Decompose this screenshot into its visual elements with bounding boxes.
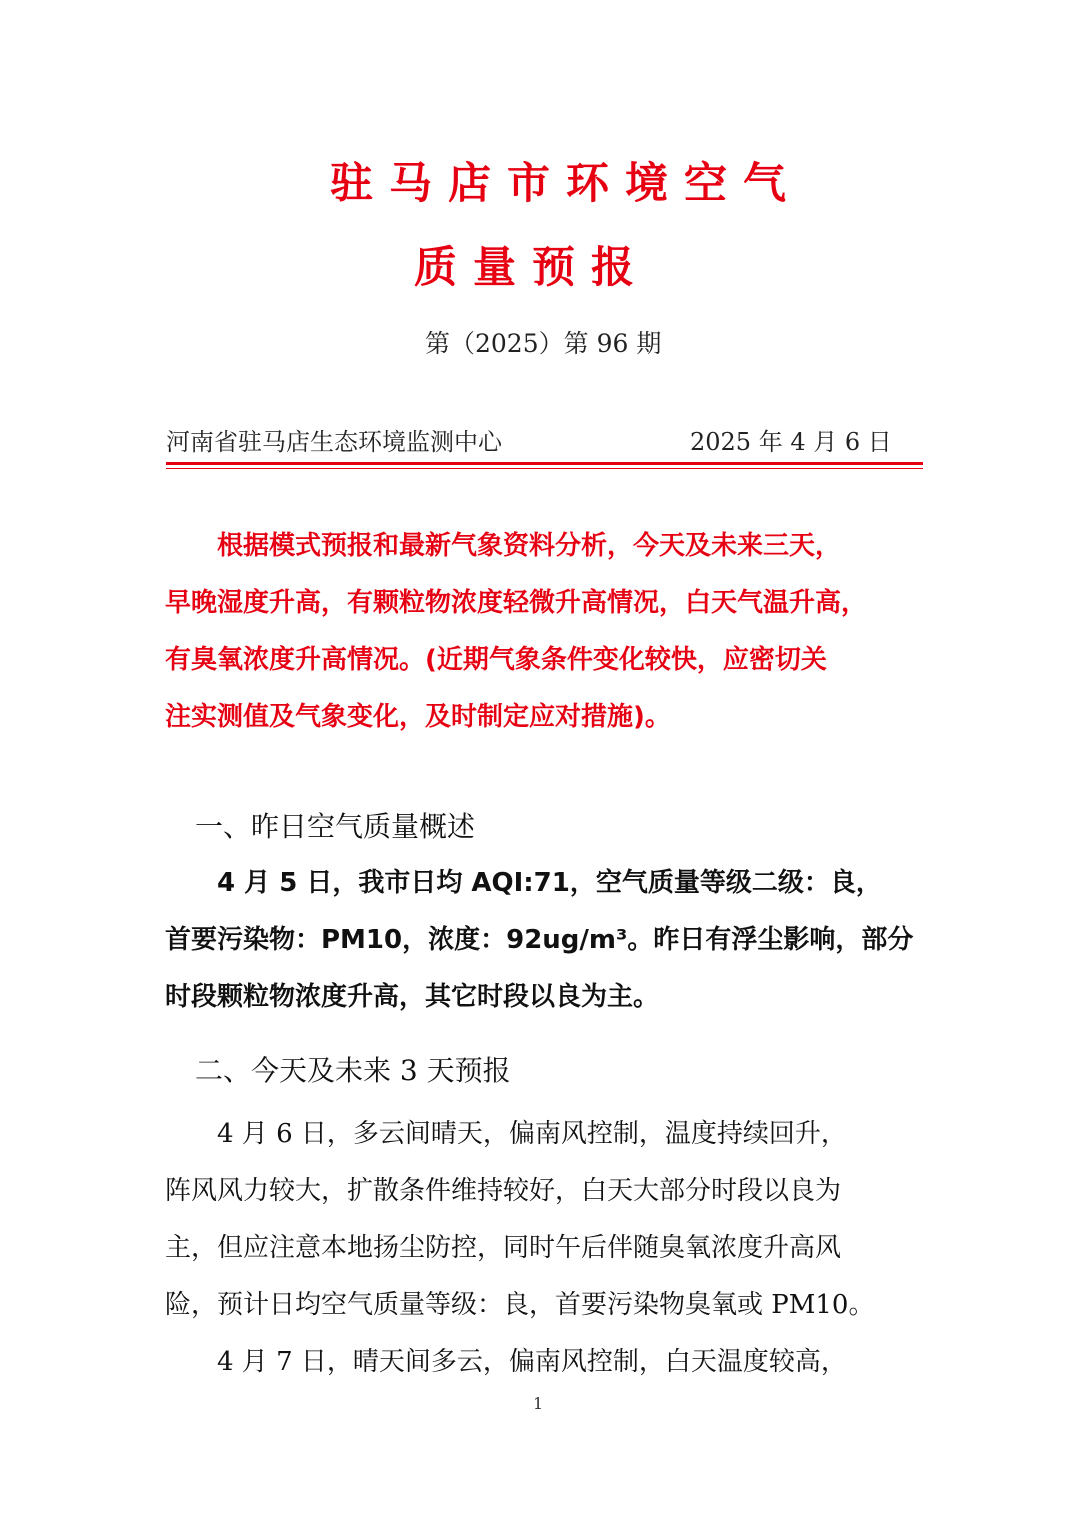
section-heading-forecast: 二、今天及未来 3 天预报 bbox=[195, 1054, 511, 1087]
issue-number: 第（2025）第 96 期 bbox=[425, 329, 662, 358]
paragraph-line: 4 月 7 日，晴天间多云，偏南风控制，白天温度较高， bbox=[165, 1347, 847, 1377]
forecast-summary bbox=[165, 518, 925, 746]
summary-line: 早晚湿度升高，有颗粒物浓度轻微升高情况，白天气温升高， bbox=[165, 588, 868, 618]
paragraph-line: 4 月 6 日，多云间晴天，偏南风控制，温度持续回升， bbox=[165, 1119, 847, 1149]
issue-date: 2025 年 4 月 6 日 bbox=[690, 428, 892, 456]
header-divider-thick bbox=[166, 462, 923, 465]
paragraph-line: 首要污染物：PM10，浓度：92ug/m³。昨日有浮尘影响，部分 bbox=[165, 925, 914, 955]
header-divider-thin bbox=[166, 468, 923, 469]
section-heading-yesterday: 一、昨日空气质量概述 bbox=[195, 810, 476, 843]
paragraph-line: 险，预计日均空气质量等级：良，首要污染物臭氧或 PM10。 bbox=[165, 1290, 875, 1320]
paragraph-line: 4 月 5 日，我市日均 AQI:71，空气质量等级二级：良， bbox=[165, 868, 882, 898]
summary-line: 注实测值及气象变化，及时制定应对措施)。 bbox=[165, 702, 671, 732]
paragraph-line: 阵风风力较大，扩散条件维持较好，白天大部分时段以良为 bbox=[165, 1176, 842, 1206]
paragraph-line: 时段颗粒物浓度升高，其它时段以良为主。 bbox=[165, 982, 660, 1012]
document-title-line-2: 质量预报 bbox=[414, 243, 650, 293]
paragraph-line: 主，但应注意本地扬尘防控，同时午后伴随臭氧浓度升高风 bbox=[165, 1233, 842, 1263]
document-title-line-1: 驻马店市环境空气 bbox=[330, 159, 802, 209]
section-body-forecast bbox=[165, 1106, 925, 1391]
issuing-organization: 河南省驻马店生态环境监测中心 bbox=[166, 428, 502, 456]
summary-line: 根据模式预报和最新气象资料分析，今天及未来三天， bbox=[165, 531, 842, 561]
page-number: 1 bbox=[533, 1394, 544, 1413]
summary-line: 有臭氧浓度升高情况。(近期气象条件变化较快，应密切关 bbox=[165, 645, 827, 675]
section-body-yesterday bbox=[165, 855, 925, 1026]
